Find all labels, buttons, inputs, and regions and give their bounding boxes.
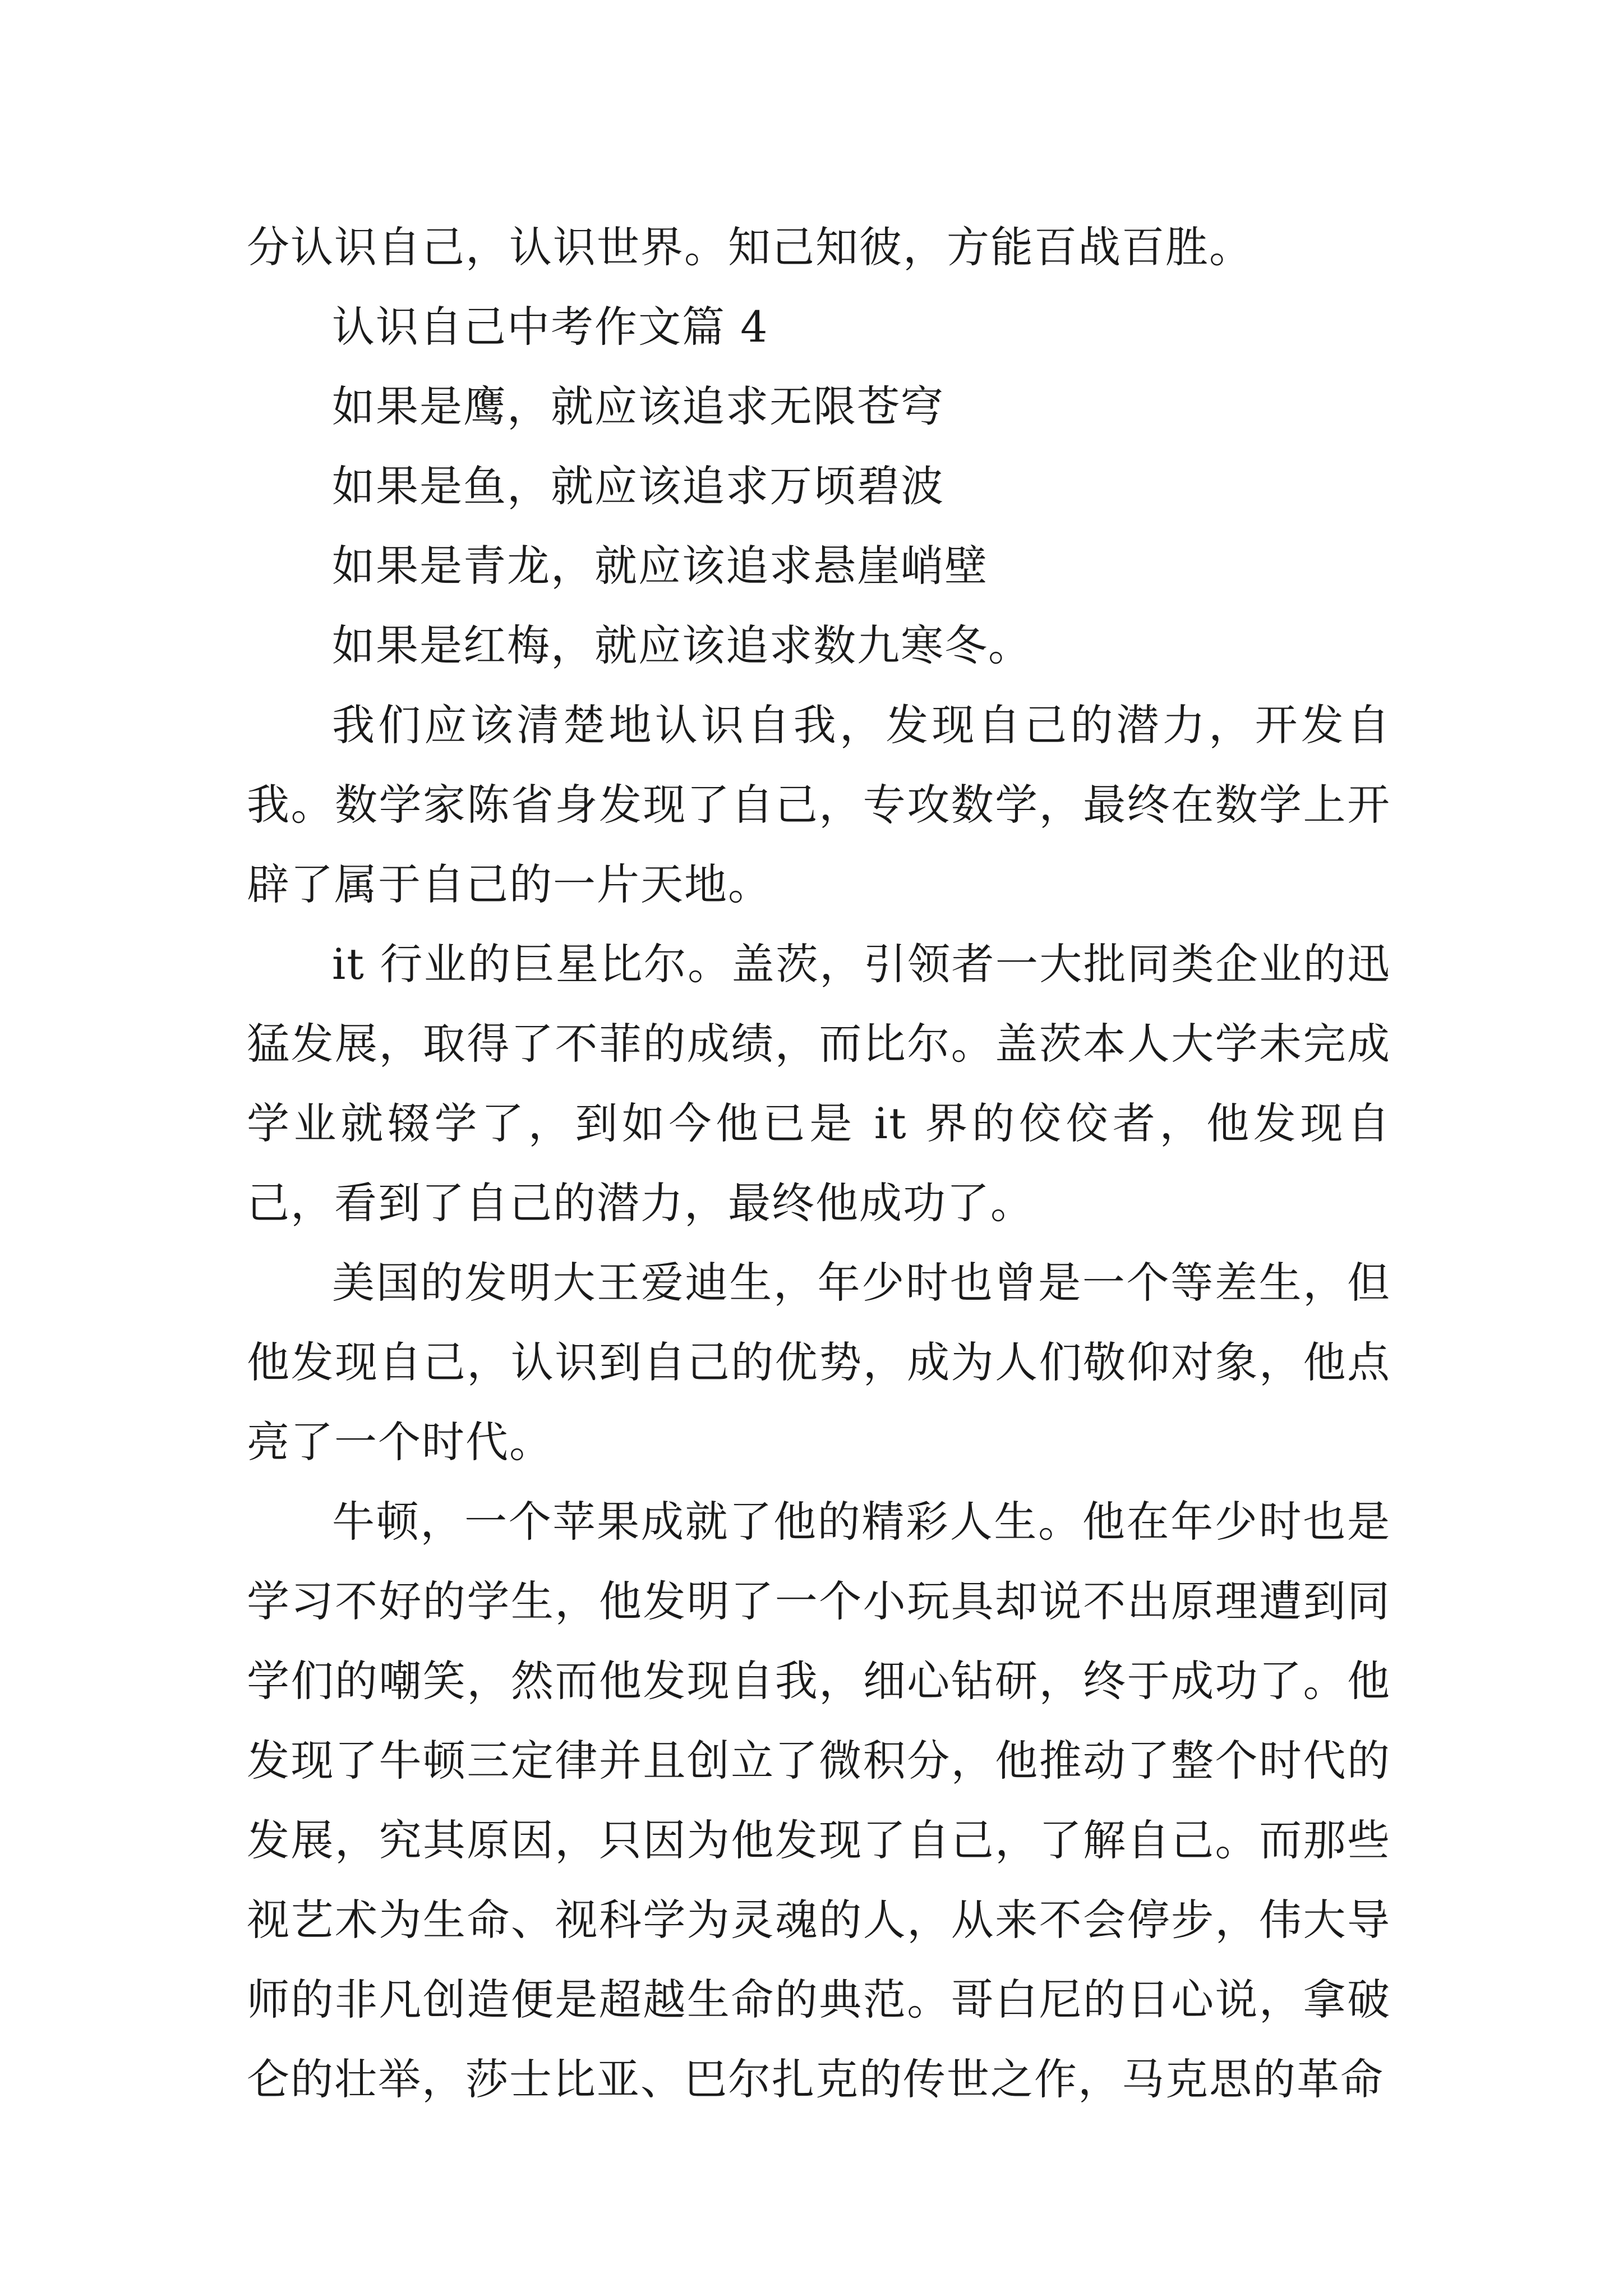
paragraph: 我们应该清楚地认识自我，发现自己的潜力，开发自我。数学家陈省身发现了自己，专攻数学，最终在数学上开辟了属于自己的一片天地。 [247, 700, 1391, 909]
poem-line: 如果是鹰，就应该追求无限苍穹 [332, 381, 944, 431]
paragraph: it 行业的巨星比尔。盖茨，引领者一大批同类企业的迅猛发展，取得了不菲的成绩，而比尔。盖茨本人大学未完成学业就辍学了，到如今他已是 it 界的佼佼者，他发现自己，看到了自己的潜力，最终他成功了。 [247, 939, 1391, 1228]
paragraph: 美国的发明大王爱迪生，年少时也曾是一个等差生，但他发现自己，认识到自己的优势，成为人们敬仰对象，他点亮了一个时代。 [247, 1258, 1391, 1467]
paragraph-continuation: 分认识自己，认识世界。知己知彼，方能百战百胜。 [247, 222, 1253, 272]
body-text [247, 208, 1391, 2119]
section-heading: 认识自己中考作文篇 4 [332, 302, 769, 352]
poem-line: 如果是红梅，就应该追求数九寒冬。 [332, 620, 1032, 670]
poem-line: 如果是青龙，就应该追求悬崖峭壁 [332, 541, 988, 591]
poem-line: 如果是鱼，就应该追求万顷碧波 [332, 461, 944, 511]
paragraph: 牛顿，一个苹果成就了他的精彩人生。他在年少时也是学习不好的学生，他发明了一个小玩具却说不出原理遭到同学们的嘲笑，然而他发现自我，细心钻研，终于成功了。他发现了牛顿三定律并且创立了微积分，他推动了整个时代的发展，究其原因，只因为他发现了自己，了解自己。而那些视艺术为生命、视科学为灵魂的人，从来不会停步，伟大导师的非凡创造便是超越生命的典范。哥白尼的日心说，拿破仑的壮举，莎士比亚、巴尔扎克的传世之作，马克思的革命 [247, 1497, 1391, 2104]
